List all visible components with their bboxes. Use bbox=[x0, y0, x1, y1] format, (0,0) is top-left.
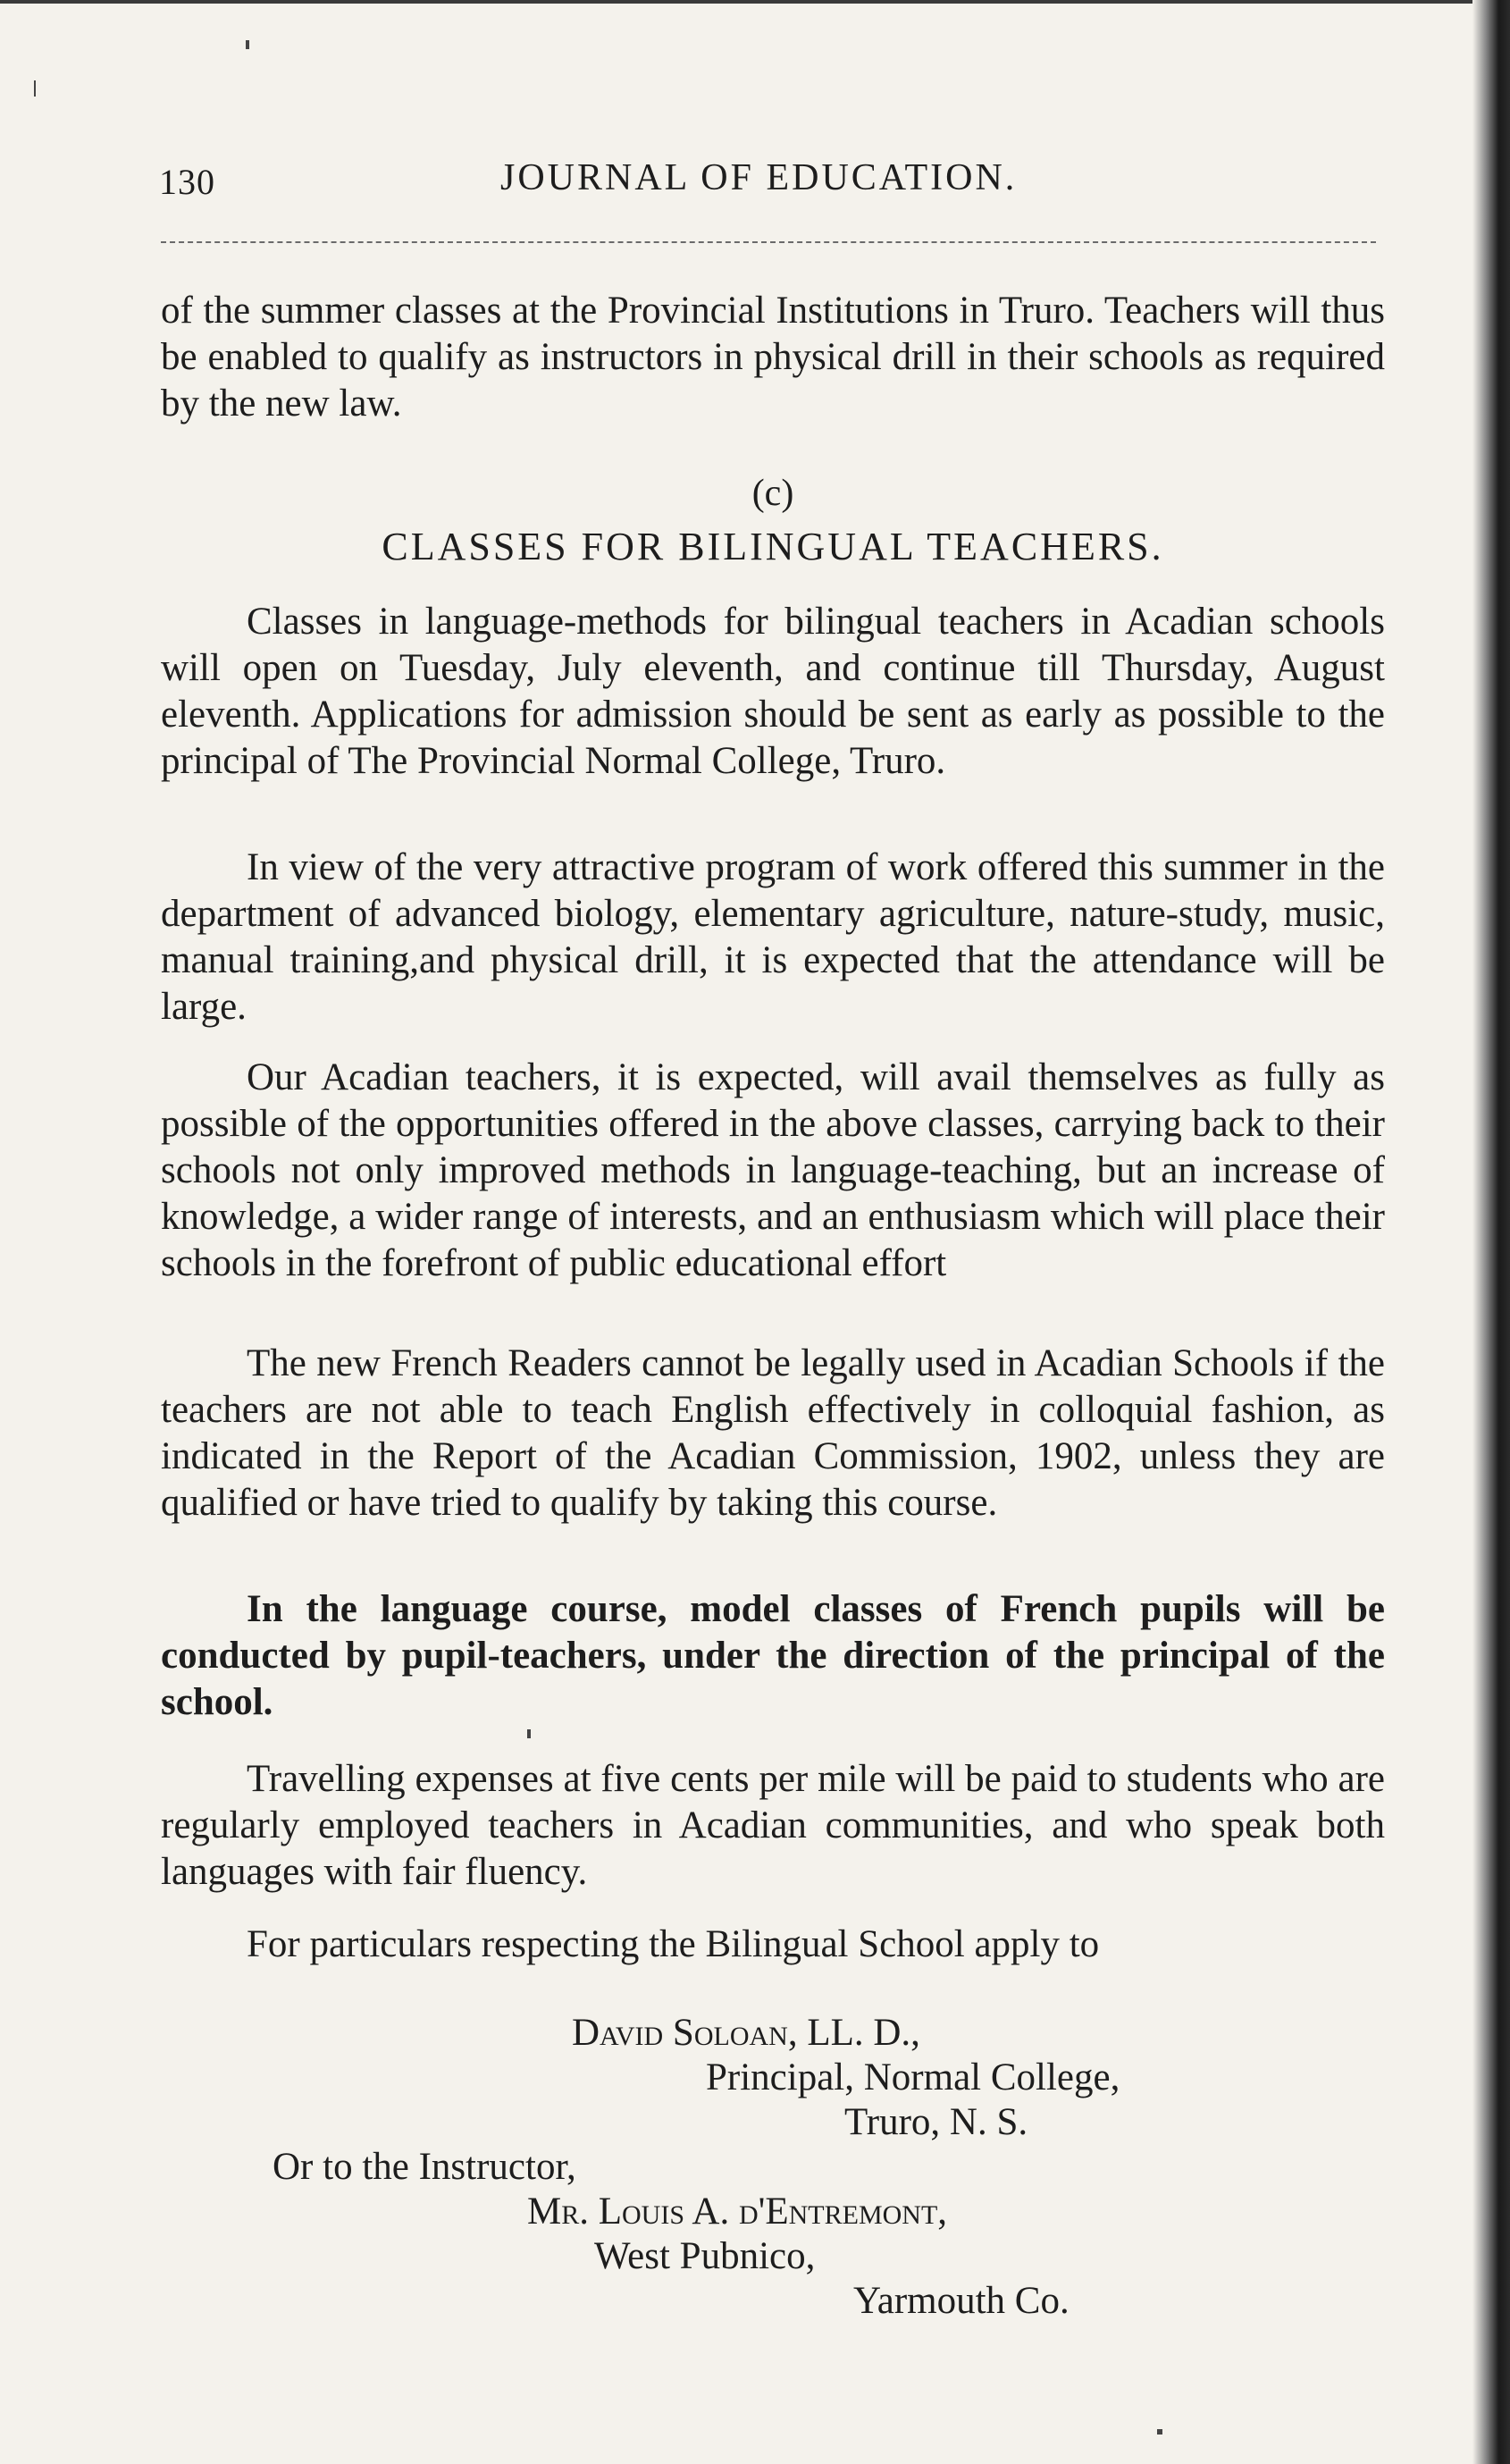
contact-title: Principal, Normal College, bbox=[706, 2056, 1120, 2098]
scan-speck bbox=[1157, 2429, 1162, 2435]
instructor-town: West Pubnico, bbox=[594, 2235, 816, 2277]
contact-name: David Soloan, LL. D., bbox=[572, 2012, 920, 2054]
running-head: JOURNAL OF EDUCATION. bbox=[500, 157, 1018, 198]
paragraph-program: In view of the very attractive program of work offered this summer in the department of advanced biology, elementary agriculture, nature-study, music, manual training,and physical drill, it is expected that the attendance will be large. bbox=[161, 846, 1385, 1028]
contact-location: Truro, N. S. bbox=[844, 2101, 1028, 2143]
paragraph-language-course: In the language course, model classes of French pupils will be conducted by pupil-teachers, under the direction of the principal of the school. bbox=[161, 1588, 1385, 1723]
top-border bbox=[0, 0, 1510, 4]
paragraph-classes: Classes in language-methods for bilingual teachers in Acadian schools will open on Tuesday, July eleventh, and continue till Thursday, August eleventh. Applications for admission should be sent as early as possible to the principal of The Provincial Normal College, Truro. bbox=[161, 601, 1385, 782]
scan-speck bbox=[246, 40, 249, 49]
instructor-intro: Or to the Instructor, bbox=[273, 2146, 576, 2188]
instructor-county: Yarmouth Co. bbox=[853, 2280, 1070, 2322]
scan-speck bbox=[34, 80, 36, 97]
instructor-name: Mr. Louis A. d'Entremont, bbox=[527, 2191, 948, 2233]
paragraph-travelling-expenses: Travelling expenses at five cents per mile will be paid to students who are regularly employed teachers in Acadian communities, and who speak both languages with fair fluency. bbox=[161, 1758, 1385, 1893]
page-number: 130 bbox=[159, 162, 215, 202]
paragraph-acadian-teachers: Our Acadian teachers, it is expected, will avail themselves as fully as possible of the opportunities offered in the above classes, carrying back to their schools not only improved methods in language-teaching, but an increase of knowledge, a wider range of interests, and an enthusiasm which will place their schools in the forefront of public educational effort bbox=[161, 1056, 1385, 1284]
page-edge-shadow bbox=[1472, 0, 1510, 2464]
paragraph-particulars: For particulars respecting the Bilingual School apply to bbox=[247, 1923, 1100, 1965]
section-title: CLASSES FOR BILINGUAL TEACHERS. bbox=[382, 525, 1164, 568]
intro-paragraph: of the summer classes at the Provincial Institutions in Truro. Teachers will thus be enabled to qualify as instructors in physical drill in their schools as required by the new law. bbox=[161, 290, 1385, 425]
section-letter: (c) bbox=[751, 473, 794, 514]
header-rule bbox=[161, 241, 1376, 243]
paragraph-french-readers: The new French Readers cannot be legally used in Acadian Schools if the teachers are not able to teach English effectively in colloquial fashion, as indicated in the Report of the Acadian Commission, 1902, unless they are qualified or have tried to qualify by taking this course. bbox=[161, 1342, 1385, 1524]
scan-speck bbox=[527, 1729, 531, 1738]
